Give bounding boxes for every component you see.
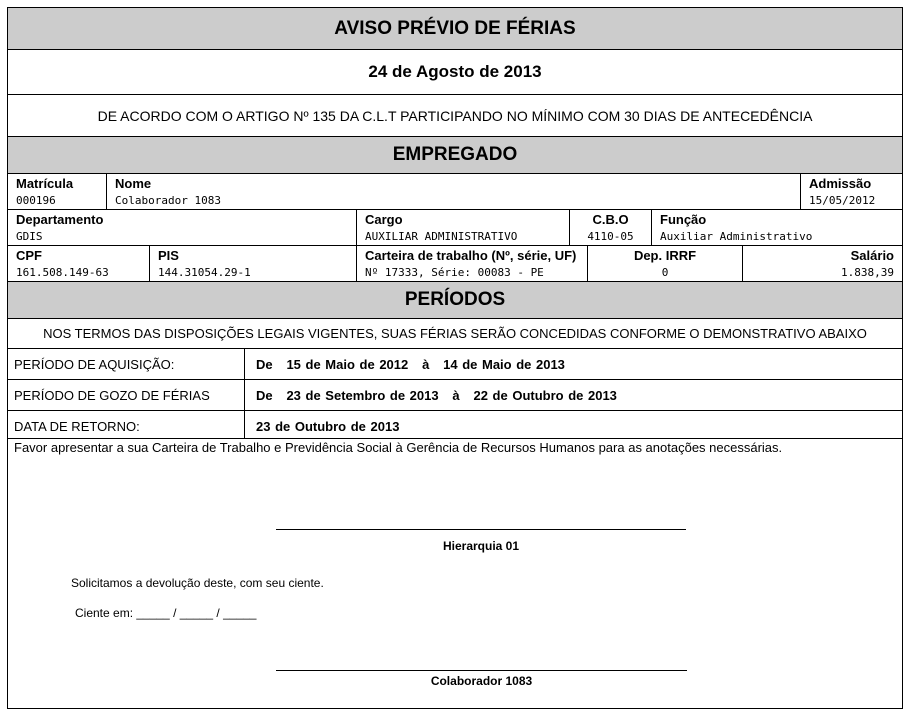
signature-line-colaborador <box>276 670 687 671</box>
matricula-cell <box>8 174 107 210</box>
data-retorno-label: DATA DE RETORNO: <box>14 419 140 434</box>
periods-section-title: PERÍODOS <box>8 282 902 319</box>
return-request-text: Solicitamos a devolução deste, com seu ciente. <box>71 576 324 590</box>
admissao-value: 15/05/2012 <box>809 194 876 207</box>
nome-value: Colaborador 1083 <box>115 194 221 207</box>
cbo-label: C.B.O <box>592 212 629 227</box>
signature-name-hierarquia: Hierarquia 01 <box>442 539 520 553</box>
cargo-label: Cargo <box>365 212 403 227</box>
salario-label: Salário <box>850 248 894 263</box>
funcao-label: Função <box>660 212 707 227</box>
salario-cell <box>743 246 902 282</box>
carteira-value: Nº 17333, Série: 00083 - PE <box>365 266 544 279</box>
signature-line-hierarquia <box>276 529 686 530</box>
nome-label: Nome <box>115 176 152 191</box>
periodo-aquisicao-value: De 15 de Maio de 2012 à 14 de Maio de 2013 <box>256 357 565 372</box>
cpf-label: CPF <box>16 248 42 263</box>
funcao-value: Auxiliar Administrativo <box>660 230 813 243</box>
matricula-value: 000196 <box>16 194 56 207</box>
departamento-cell <box>8 210 357 246</box>
pis-value: 144.31054.29-1 <box>158 266 251 279</box>
periodo-gozo-value: De 23 de Setembro de 2013 à 22 de Outubro de 2013 <box>256 388 617 403</box>
vacation-notice-document <box>7 7 903 709</box>
matricula-label: Matrícula <box>16 176 74 191</box>
nome-cell <box>107 174 801 210</box>
periodo-gozo-label: PERÍODO DE GOZO DE FÉRIAS <box>14 388 210 403</box>
ciente-date-field: Ciente em: _____ / _____ / _____ <box>75 606 257 620</box>
admissao-cell <box>801 174 902 210</box>
notice-date: 24 de Agosto de 2013 <box>8 50 902 95</box>
periods-intro: NOS TERMOS DAS DISPOSIÇÕES LEGAIS VIGENTES, SUAS FÉRIAS SERÃO CONCEDIDAS CONFORME O DEMONSTRATIVO ABAIXO <box>8 319 902 349</box>
pis-cell <box>150 246 357 282</box>
cbo-cell <box>570 210 652 246</box>
periodo-gozo-row <box>8 380 902 411</box>
instruction-text: Favor apresentar a sua Carteira de Trabalho e Previdência Social à Gerência de Recursos Humanos para as anotações necessárias. <box>14 440 783 455</box>
departamento-label: Departamento <box>16 212 104 227</box>
salario-value: 1.838,39 <box>841 266 894 279</box>
cbo-value: 4110-05 <box>587 230 634 243</box>
departamento-value: GDIS <box>16 230 43 243</box>
cpf-cell <box>8 246 150 282</box>
signature-name-colaborador: Colaborador 1083 <box>430 674 533 688</box>
cpf-value: 161.508.149-63 <box>16 266 109 279</box>
dep-irrf-label: Dep. IRRF <box>633 248 697 263</box>
carteira-cell <box>357 246 588 282</box>
periodo-aquisicao-row <box>8 349 902 380</box>
funcao-cell <box>652 210 902 246</box>
pis-label: PIS <box>158 248 179 263</box>
data-retorno-value: 23 de Outubro de 2013 <box>256 419 400 434</box>
employee-section-title: EMPREGADO <box>8 137 902 174</box>
admissao-label: Admissão <box>809 176 872 191</box>
cargo-value: AUXILIAR ADMINISTRATIVO <box>365 230 518 243</box>
data-retorno-row <box>8 411 902 439</box>
carteira-label: Carteira de trabalho (Nº, série, UF) <box>365 248 577 263</box>
periodo-aquisicao-label: PERÍODO DE AQUISIÇÃO: <box>14 357 175 372</box>
document-title: AVISO PRÉVIO DE FÉRIAS <box>8 8 902 50</box>
period-column-divider <box>244 349 245 439</box>
cargo-cell <box>357 210 570 246</box>
legal-note: DE ACORDO COM O ARTIGO Nº 135 DA C.L.T PARTICIPANDO NO MÍNIMO COM 30 DIAS DE ANTECEDÊNCIA <box>8 95 902 137</box>
dep-irrf-cell <box>588 246 743 282</box>
dep-irrf-value: 0 <box>661 266 669 279</box>
